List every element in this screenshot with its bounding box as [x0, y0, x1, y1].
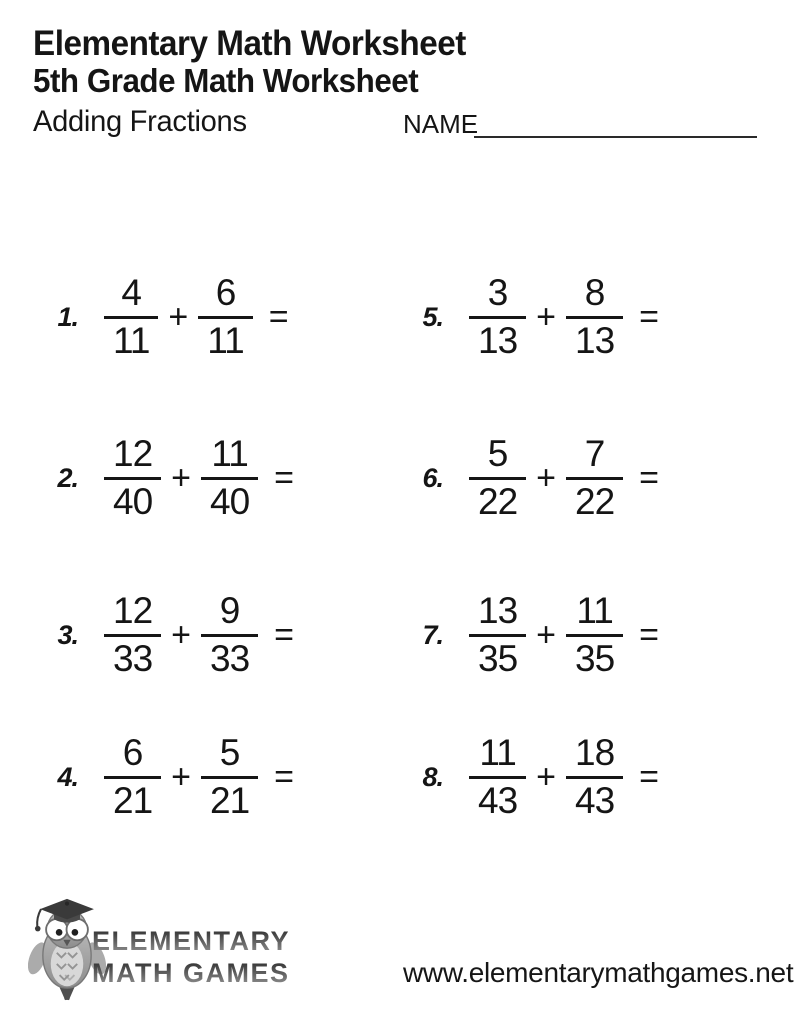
fraction-numerator: 11 — [479, 732, 516, 774]
problem-4 — [38, 733, 304, 821]
fraction-denominator: 13 — [478, 319, 518, 361]
fraction-second — [201, 590, 258, 679]
problem-number: 7. — [422, 619, 443, 650]
fraction-second — [566, 732, 623, 821]
fraction-first — [469, 590, 526, 679]
equals-sign: = — [274, 458, 295, 497]
fraction-first — [104, 590, 161, 679]
fraction-numerator: 11 — [576, 590, 613, 632]
problem-3 — [38, 591, 304, 679]
fraction-denominator: 21 — [113, 779, 153, 821]
fraction-first — [469, 433, 526, 522]
plus-sign: + — [171, 757, 192, 796]
problem-2 — [38, 434, 304, 522]
worksheet-subtitle: 5th Grade Math Worksheet — [33, 62, 419, 99]
equals-sign: = — [268, 297, 289, 336]
problem-5 — [403, 273, 669, 361]
fraction-denominator: 22 — [575, 480, 615, 522]
problem-8 — [403, 733, 669, 821]
problem-number: 5. — [422, 301, 443, 332]
fraction-numerator: 3 — [487, 272, 508, 314]
equals-sign: = — [639, 615, 660, 654]
fraction-denominator: 33 — [113, 637, 153, 679]
fraction-numerator: 7 — [584, 433, 605, 475]
fraction-numerator: 18 — [575, 732, 615, 774]
problem-number: 1. — [57, 301, 78, 332]
plus-sign: + — [536, 458, 557, 497]
plus-sign: + — [168, 297, 189, 336]
fraction-denominator: 22 — [478, 480, 518, 522]
fraction-second — [201, 433, 258, 522]
fraction-denominator: 43 — [575, 779, 615, 821]
problem-6 — [403, 434, 669, 522]
equals-sign: = — [639, 297, 660, 336]
plus-sign: + — [171, 615, 192, 654]
fraction-second — [566, 272, 623, 361]
lesson-title: Adding Fractions — [33, 105, 247, 138]
fraction-numerator: 8 — [584, 272, 605, 314]
fraction-denominator: 11 — [113, 319, 150, 361]
worksheet-title: Elementary Math Worksheet — [33, 24, 466, 63]
fraction-denominator: 40 — [113, 480, 153, 522]
logo-wordmark — [92, 926, 290, 990]
problem-number: 8. — [422, 761, 443, 792]
plus-sign: + — [171, 458, 192, 497]
fraction-numerator: 6 — [215, 272, 236, 314]
fraction-numerator: 9 — [219, 590, 240, 632]
equals-sign: = — [274, 757, 295, 796]
plus-sign: + — [536, 615, 557, 654]
problem-number: 4. — [57, 761, 78, 792]
equals-sign: = — [639, 757, 660, 796]
fraction-first — [104, 433, 161, 522]
fraction-denominator: 35 — [478, 637, 518, 679]
fraction-first — [469, 272, 526, 361]
fraction-first — [469, 732, 526, 821]
plus-sign: + — [536, 757, 557, 796]
fraction-second — [198, 272, 252, 361]
fraction-denominator: 21 — [210, 779, 250, 821]
fraction-numerator: 13 — [478, 590, 518, 632]
fraction-numerator: 4 — [121, 272, 141, 314]
problem-number: 6. — [422, 462, 443, 493]
fraction-second — [566, 433, 623, 522]
problem-1 — [38, 273, 299, 361]
fraction-numerator: 6 — [122, 732, 143, 774]
fraction-numerator: 12 — [113, 590, 153, 632]
fraction-denominator: 33 — [210, 637, 250, 679]
problem-7 — [403, 591, 669, 679]
logo-line-2: MATH GAMES — [92, 957, 290, 988]
plus-sign: + — [536, 297, 557, 336]
fraction-denominator: 11 — [207, 319, 244, 361]
fraction-denominator: 35 — [575, 637, 615, 679]
fraction-second — [201, 732, 258, 821]
fraction-denominator: 43 — [478, 779, 518, 821]
equals-sign: = — [639, 458, 660, 497]
logo-line-1: ELEMENTARY — [92, 926, 291, 956]
equals-sign: = — [274, 615, 295, 654]
fraction-numerator: 11 — [211, 433, 248, 475]
fraction-numerator: 5 — [487, 433, 508, 475]
name-blank-line — [474, 112, 757, 138]
name-label: NAME — [403, 109, 479, 139]
problem-number: 3. — [57, 619, 78, 650]
fraction-first — [104, 272, 158, 361]
fraction-numerator: 12 — [113, 433, 153, 475]
fraction-first — [104, 732, 161, 821]
fraction-second — [566, 590, 623, 679]
website-url: www.elementarymathgames.net — [403, 957, 794, 988]
problem-number: 2. — [57, 462, 78, 493]
fraction-numerator: 5 — [219, 732, 240, 774]
fraction-denominator: 40 — [210, 480, 250, 522]
fraction-denominator: 13 — [575, 319, 615, 361]
